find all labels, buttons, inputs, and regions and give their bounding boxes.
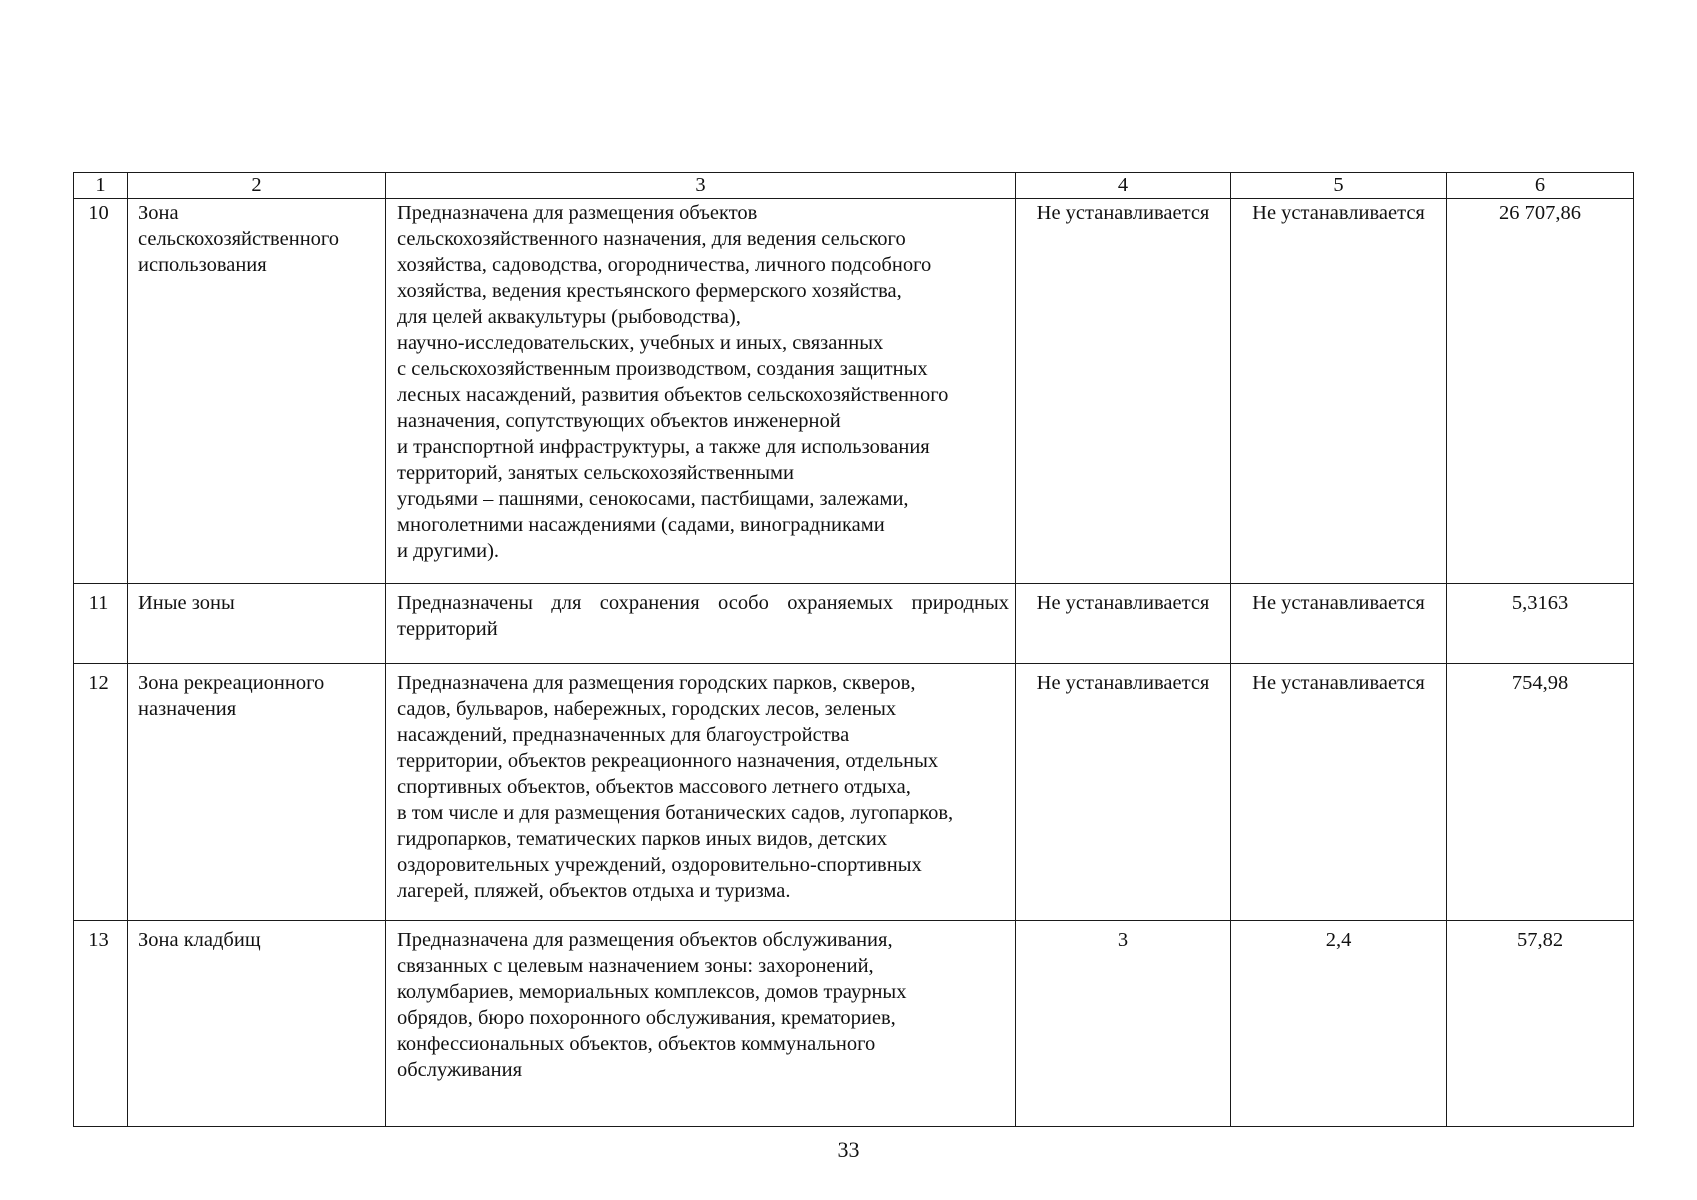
zone-name-line: назначения xyxy=(138,698,237,720)
table-row xyxy=(74,921,1634,1127)
zone-name-line: использования xyxy=(138,254,267,276)
zone-name-line: Зона кладбищ xyxy=(138,929,261,951)
purpose-line: с сельскохозяйственным производством, создания защитных xyxy=(397,358,928,380)
row-number: 13 xyxy=(74,921,128,1127)
purpose-line: Предназначена для размещения городских парков, скверов, xyxy=(397,672,916,694)
area-value-cell: 5,3163 xyxy=(1447,584,1634,664)
column-header: 6 xyxy=(1447,173,1634,199)
purpose-line: садов, бульваров, набережных, городских лесов, зеленых xyxy=(397,698,897,720)
row-number: 10 xyxy=(74,199,128,584)
zone-name-line: Зона xyxy=(138,202,179,224)
height-limit-cell: 2,4 xyxy=(1231,921,1447,1127)
page-number: 33 xyxy=(837,1137,860,1162)
purpose-line: насаждений, предназначенных для благоустройства xyxy=(397,724,850,746)
height-limit-cell: Не устанавливается xyxy=(1231,664,1447,921)
height-limit-cell: Не устанавливается xyxy=(1016,199,1231,584)
height-limit-cell: Не устанавливается xyxy=(1231,199,1447,584)
column-header: 3 xyxy=(386,173,1016,199)
purpose-line: назначения, сопутствующих объектов инженерной xyxy=(397,410,841,432)
purpose-line: обрядов, бюро похоронного обслуживания, крематориев, xyxy=(397,1007,896,1029)
purpose-line: и транспортной инфраструктуры, а также для использования xyxy=(397,436,930,458)
table-row xyxy=(74,664,1634,921)
purpose-line: в том числе и для размещения ботанических садов, лугопарков, xyxy=(397,802,954,824)
purpose-line: конфессиональных объектов, объектов коммунального xyxy=(397,1033,876,1055)
purpose-line: хозяйства, ведения крестьянского фермерского хозяйства, xyxy=(397,280,902,302)
height-limit-cell: 3 xyxy=(1016,921,1231,1127)
purpose-line: территорий, занятых сельскохозяйственными xyxy=(397,462,794,484)
purpose-line: хозяйства, садоводства, огородничества, личного подсобного xyxy=(397,254,932,276)
purpose-line: лесных насаждений, развития объектов сельскохозяйственного xyxy=(397,384,949,406)
zone-name-line: Иные зоны xyxy=(138,592,235,614)
purpose-line: сельскохозяйственного назначения, для ведения сельского xyxy=(397,228,906,250)
purpose-line: связанных с целевым назначением зоны: захоронений, xyxy=(397,955,874,977)
zones-table xyxy=(73,172,1634,1127)
purpose-cell: Предназначены для сохранения особо охраняемых природных территорий xyxy=(386,584,1016,664)
purpose-cell xyxy=(386,199,1016,584)
purpose-line: и другими). xyxy=(397,540,500,562)
height-limit-cell: Не устанавливается xyxy=(1016,584,1231,664)
purpose-line: лагерей, пляжей, объектов отдыха и туризма. xyxy=(397,880,791,902)
area-value-cell: 754,98 xyxy=(1447,664,1634,921)
zone-name-line: сельскохозяйственного xyxy=(138,228,340,250)
column-header: 2 xyxy=(128,173,386,199)
purpose-line: оздоровительных учреждений, оздоровительно-спортивных xyxy=(397,854,922,876)
column-header: 1 xyxy=(74,173,128,199)
purpose-line: многолетними насаждениями (садами, виноградниками xyxy=(397,514,885,536)
zone-name-line: Зона рекреационного xyxy=(138,672,325,694)
purpose-line: для целей аквакультуры (рыбоводства), xyxy=(397,306,741,328)
purpose-line: обслуживания xyxy=(397,1059,523,1081)
row-number: 11 xyxy=(74,584,128,664)
row-number: 12 xyxy=(74,664,128,921)
zone-name-cell xyxy=(128,664,386,921)
table-header-row xyxy=(74,173,1634,199)
purpose-line: угодьями – пашнями, сенокосами, пастбищами, залежами, xyxy=(397,488,909,510)
purpose-line: научно-исследовательских, учебных и иных, связанных xyxy=(397,332,884,354)
zone-name-cell xyxy=(128,199,386,584)
zone-name-cell xyxy=(128,921,386,1127)
height-limit-cell: Не устанавливается xyxy=(1231,584,1447,664)
purpose-line: Предназначена для размещения объектов обслуживания, xyxy=(397,929,893,951)
table-row xyxy=(74,199,1634,584)
zone-name-cell xyxy=(128,584,386,664)
purpose-line: гидропарков, тематических парков иных видов, детских xyxy=(397,828,888,850)
table-row xyxy=(74,584,1634,664)
purpose-cell xyxy=(386,921,1016,1127)
area-value-cell: 57,82 xyxy=(1447,921,1634,1127)
purpose-cell xyxy=(386,664,1016,921)
column-header: 4 xyxy=(1016,173,1231,199)
area-value-cell: 26 707,86 xyxy=(1447,199,1634,584)
column-header: 5 xyxy=(1231,173,1447,199)
purpose-line: колумбариев, мемориальных комплексов, домов траурных xyxy=(397,981,907,1003)
height-limit-cell: Не устанавливается xyxy=(1016,664,1231,921)
purpose-line: спортивных объектов, объектов массового летнего отдыха, xyxy=(397,776,911,798)
purpose-line: Предназначена для размещения объектов xyxy=(397,202,758,224)
purpose-line: территории, объектов рекреационного назначения, отдельных xyxy=(397,750,939,772)
